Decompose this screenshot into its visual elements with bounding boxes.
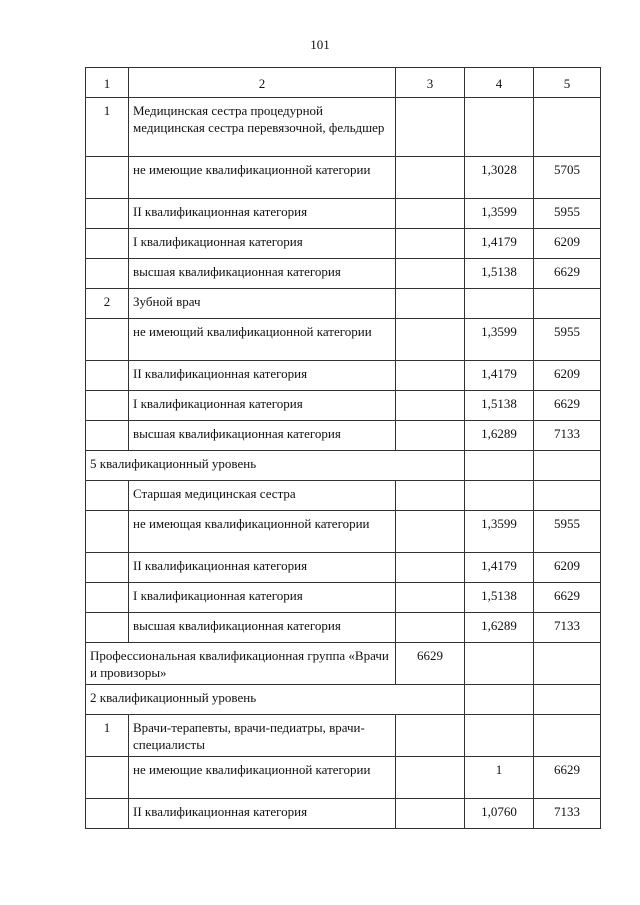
row-number bbox=[86, 583, 129, 613]
base-salary bbox=[396, 259, 465, 289]
salary: 6209 bbox=[534, 361, 601, 391]
row-number bbox=[86, 319, 129, 361]
coefficient: 1 bbox=[465, 757, 534, 799]
table-row bbox=[86, 553, 601, 583]
salary: 7133 bbox=[534, 613, 601, 643]
salary: 6209 bbox=[534, 553, 601, 583]
salary bbox=[534, 715, 601, 757]
coefficient: 1,5138 bbox=[465, 259, 534, 289]
base-salary bbox=[396, 799, 465, 829]
table-row bbox=[86, 259, 601, 289]
row-number bbox=[86, 613, 129, 643]
salary bbox=[534, 643, 601, 685]
level-heading: 5 квалификационный уровень bbox=[86, 451, 465, 481]
position-name: высшая квалификационная категория bbox=[129, 259, 396, 289]
page-number: 101 bbox=[310, 37, 330, 52]
salary bbox=[534, 451, 601, 481]
row-number bbox=[86, 361, 129, 391]
coefficient bbox=[465, 98, 534, 157]
position-name: не имеющие квалификационной категории bbox=[129, 757, 396, 799]
row-number bbox=[86, 757, 129, 799]
table-row bbox=[86, 157, 601, 199]
row-number: 2 bbox=[86, 289, 129, 319]
table-row bbox=[86, 289, 601, 319]
position-name: Зубной врач bbox=[129, 289, 396, 319]
coefficient: 1,3599 bbox=[465, 199, 534, 229]
salary bbox=[534, 289, 601, 319]
row-number: 1 bbox=[86, 715, 129, 757]
row-number bbox=[86, 391, 129, 421]
base-salary bbox=[396, 229, 465, 259]
row-number bbox=[86, 421, 129, 451]
table-row bbox=[86, 715, 601, 757]
position-name: не имеющие квалификационной категории bbox=[129, 157, 396, 199]
base-salary: 6629 bbox=[396, 643, 465, 685]
row-number: 1 bbox=[86, 98, 129, 157]
table-row bbox=[86, 361, 601, 391]
position-name: II квалификационная категория bbox=[129, 553, 396, 583]
level-heading-row bbox=[86, 685, 601, 715]
row-number bbox=[86, 199, 129, 229]
coefficient: 1,4179 bbox=[465, 361, 534, 391]
table-row bbox=[86, 391, 601, 421]
base-salary bbox=[396, 715, 465, 757]
coefficient: 1,5138 bbox=[465, 391, 534, 421]
base-salary bbox=[396, 157, 465, 199]
row-number bbox=[86, 157, 129, 199]
base-salary bbox=[396, 289, 465, 319]
base-salary bbox=[396, 361, 465, 391]
salary: 6629 bbox=[534, 757, 601, 799]
table-row bbox=[86, 98, 601, 157]
coefficient bbox=[465, 715, 534, 757]
coefficient: 1,6289 bbox=[465, 421, 534, 451]
salary: 6629 bbox=[534, 259, 601, 289]
salary-table bbox=[85, 67, 601, 829]
level-heading: 2 квалификационный уровень bbox=[86, 685, 465, 715]
position-name: II квалификационная категория bbox=[129, 199, 396, 229]
position-name: II квалификационная категория bbox=[129, 361, 396, 391]
table-row bbox=[86, 511, 601, 553]
base-salary bbox=[396, 319, 465, 361]
row-number bbox=[86, 259, 129, 289]
coefficient: 1,6289 bbox=[465, 613, 534, 643]
header-cell-1: 1 bbox=[86, 68, 129, 98]
base-salary bbox=[396, 199, 465, 229]
row-number bbox=[86, 799, 129, 829]
level-heading-row bbox=[86, 451, 601, 481]
row-number bbox=[86, 229, 129, 259]
table-row bbox=[86, 613, 601, 643]
coefficient: 1,3028 bbox=[465, 157, 534, 199]
base-salary bbox=[396, 757, 465, 799]
header-cell-3: 3 bbox=[396, 68, 465, 98]
position-name: высшая квалификационная категория bbox=[129, 613, 396, 643]
coefficient: 1,3599 bbox=[465, 319, 534, 361]
coefficient bbox=[465, 481, 534, 511]
salary: 7133 bbox=[534, 421, 601, 451]
position-name: высшая квалификационная категория bbox=[129, 421, 396, 451]
salary bbox=[534, 481, 601, 511]
table-row bbox=[86, 481, 601, 511]
header-cell-4: 4 bbox=[465, 68, 534, 98]
coefficient bbox=[465, 685, 534, 715]
base-salary bbox=[396, 481, 465, 511]
coefficient bbox=[465, 289, 534, 319]
base-salary bbox=[396, 98, 465, 157]
position-name: I квалификационная категория bbox=[129, 229, 396, 259]
table-header-row bbox=[86, 68, 601, 98]
base-salary bbox=[396, 613, 465, 643]
salary: 6629 bbox=[534, 391, 601, 421]
table-row bbox=[86, 319, 601, 361]
row-number bbox=[86, 553, 129, 583]
base-salary bbox=[396, 583, 465, 613]
coefficient: 1,4179 bbox=[465, 553, 534, 583]
position-name: II квалификационная категория bbox=[129, 799, 396, 829]
position-name: I квалификационная категория bbox=[129, 391, 396, 421]
table-row bbox=[86, 229, 601, 259]
coefficient: 1,0760 bbox=[465, 799, 534, 829]
coefficient bbox=[465, 643, 534, 685]
base-salary bbox=[396, 421, 465, 451]
group-heading: Профессиональная квалификационная группа «Врачи и провизоры» bbox=[86, 643, 396, 685]
position-name: не имеющая квалификационной категории bbox=[129, 511, 396, 553]
salary bbox=[534, 685, 601, 715]
table-row bbox=[86, 421, 601, 451]
table-row bbox=[86, 199, 601, 229]
salary: 6629 bbox=[534, 583, 601, 613]
base-salary bbox=[396, 391, 465, 421]
coefficient: 1,3599 bbox=[465, 511, 534, 553]
base-salary bbox=[396, 553, 465, 583]
base-salary bbox=[396, 511, 465, 553]
coefficient: 1,5138 bbox=[465, 583, 534, 613]
table-row bbox=[86, 757, 601, 799]
salary: 7133 bbox=[534, 799, 601, 829]
salary: 6209 bbox=[534, 229, 601, 259]
group-heading-row bbox=[86, 643, 601, 685]
salary bbox=[534, 98, 601, 157]
salary: 5955 bbox=[534, 511, 601, 553]
table-row bbox=[86, 799, 601, 829]
position-name: Медицинская сестра процедурной медицинская сестра перевязочной, фельдшер bbox=[129, 98, 396, 157]
position-name: Старшая медицинская сестра bbox=[129, 481, 396, 511]
salary: 5705 bbox=[534, 157, 601, 199]
row-number bbox=[86, 511, 129, 553]
header-cell-2: 2 bbox=[129, 68, 396, 98]
coefficient bbox=[465, 451, 534, 481]
salary: 5955 bbox=[534, 199, 601, 229]
position-name: не имеющий квалификационной категории bbox=[129, 319, 396, 361]
coefficient: 1,4179 bbox=[465, 229, 534, 259]
position-name: I квалификационная категория bbox=[129, 583, 396, 613]
salary: 5955 bbox=[534, 319, 601, 361]
header-cell-5: 5 bbox=[534, 68, 601, 98]
row-number bbox=[86, 481, 129, 511]
table-row bbox=[86, 583, 601, 613]
position-name: Врачи-терапевты, врачи-педиатры, врачи-специалисты bbox=[129, 715, 396, 757]
